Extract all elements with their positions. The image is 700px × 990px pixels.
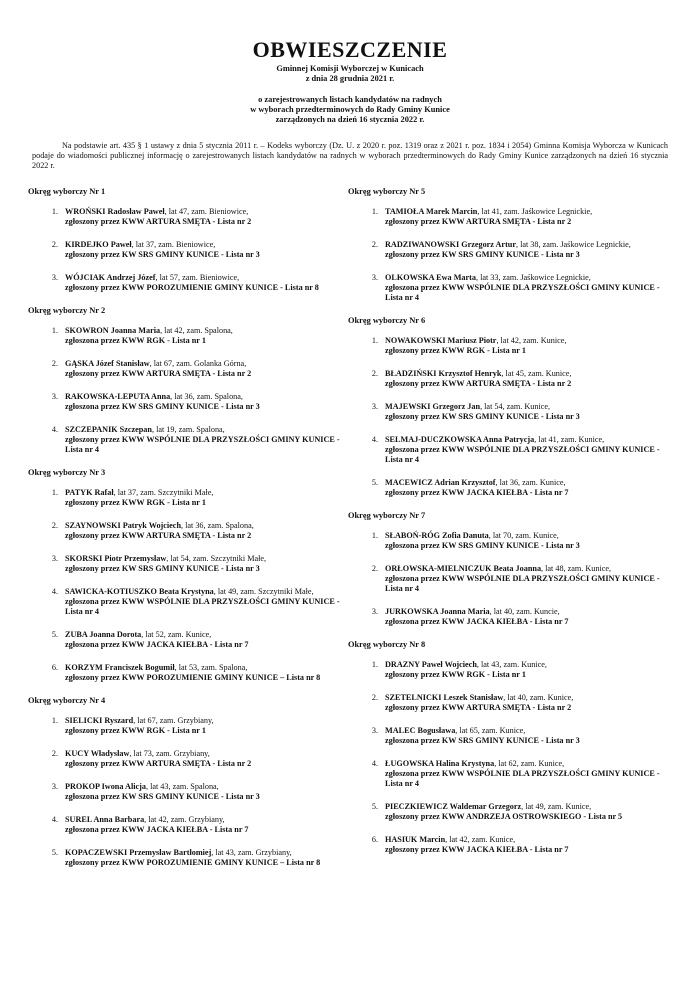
candidate-number: 1.: [51, 716, 58, 725]
candidate-item: [28, 359, 346, 379]
candidate-committee: zgłoszona przez KW SRS GMINY KUNICE - Lista nr 3: [385, 541, 580, 550]
candidate-name: KUCY Władysław: [65, 749, 130, 758]
candidate-info: , lat 36, zam. Kunice,: [495, 478, 566, 487]
candidate-item: [348, 369, 666, 389]
candidate-info: , lat 48, zam. Kunice,: [541, 564, 612, 573]
candidate-number: 2.: [371, 693, 378, 702]
candidate-text: [385, 564, 666, 594]
candidate-number: 2.: [51, 240, 58, 249]
candidate-number: 3.: [51, 392, 58, 401]
candidate-number: 5.: [51, 848, 58, 857]
candidate-item: [348, 564, 666, 594]
candidate-info: , lat 33, zam. Jaśkowice Legnickie,: [475, 273, 591, 282]
candidate-name: SKORSKI Piotr Przemysław: [65, 554, 167, 563]
candidate-number: 1.: [51, 488, 58, 497]
candidate-item: [348, 435, 666, 465]
candidate-committee: zgłoszona przez KWW RGK - Lista nr 1: [65, 336, 206, 345]
candidate-info: , lat 54, zam. Kunice,: [480, 402, 551, 411]
candidate-number: 2.: [51, 359, 58, 368]
candidate-number: 5.: [51, 630, 58, 639]
candidate-text: [385, 607, 666, 627]
candidate-number: 3.: [371, 273, 378, 282]
candidate-number: 3.: [51, 554, 58, 563]
candidate-info: , lat 37, zam. Bieniowice,: [131, 240, 216, 249]
candidate-committee: zgłoszona przez KWW WSPÓLNIE DLA PRZYSZŁOŚCI GMINY KUNICE - Lista nr 4: [385, 445, 660, 464]
candidate-item: [28, 392, 346, 412]
candidate-name: RAKOWSKA-LEPUTA Anna: [65, 392, 171, 401]
district-group: [348, 316, 666, 498]
candidate-item: [28, 848, 346, 868]
subject: [24, 95, 676, 125]
candidate-text: [385, 435, 666, 465]
candidate-name: OLKOWSKA Ewa Marta: [385, 273, 476, 282]
left-column: [28, 187, 346, 881]
district-group: [348, 640, 666, 855]
candidate-info: , lat 37, zam. Szczytniki Małe,: [113, 488, 214, 497]
candidate-text: [65, 749, 346, 769]
candidate-committee: zgłoszony przez KWW ARTURA SMĘTA - Lista nr 2: [65, 369, 252, 378]
candidate-number: 2.: [371, 240, 378, 249]
candidate-text: [65, 716, 346, 736]
candidate-text: [385, 726, 666, 746]
candidate-name: RADZIWANOWSKI Grzegorz Artur: [385, 240, 516, 249]
candidate-number: 6.: [371, 835, 378, 844]
candidate-name: KIRDEJKO Paweł: [65, 240, 132, 249]
candidate-number: 1.: [371, 531, 378, 540]
candidate-item: [348, 402, 666, 422]
candidate-name: SZETELNICKI Leszek Stanisław: [385, 693, 504, 702]
district-heading: Okręg wyborczy Nr 2: [28, 306, 106, 315]
candidate-number: 1.: [371, 660, 378, 669]
candidate-number: 1.: [371, 207, 378, 216]
district-heading: Okręg wyborczy Nr 1: [28, 187, 106, 196]
candidate-text: [385, 369, 666, 389]
candidate-text: [385, 835, 666, 855]
candidate-text: [385, 207, 666, 227]
district-group: [28, 306, 346, 455]
candidate-number: 3.: [371, 402, 378, 411]
candidate-info: , lat 42, zam. Kunice,: [445, 835, 516, 844]
candidate-info: , lat 53, zam. Spalona,: [174, 663, 248, 672]
candidate-number: 4.: [51, 587, 58, 596]
candidate-info: , lat 41, zam. Kunice,: [534, 435, 605, 444]
candidate-committee: zgłoszony przez KWW ARTURA SMĘTA - Lista nr 2: [65, 759, 252, 768]
candidate-name: ŁUGOWSKA Halina Krystyna: [385, 759, 495, 768]
candidate-info: , lat 49, zam. Kunice,: [521, 802, 592, 811]
candidate-text: [385, 531, 666, 551]
candidate-info: , lat 42, zam. Spalona,: [160, 326, 233, 335]
candidate-number: 5.: [371, 802, 378, 811]
right-column: [348, 187, 666, 881]
candidate-text: [65, 554, 346, 574]
candidate-committee: zgłoszony przez KWW RGK - Lista nr 1: [65, 726, 206, 735]
candidate-committee: zgłoszony przez KWW POROZUMIENIE GMINY KUNICE – Lista nr 8: [65, 858, 321, 867]
candidate-item: [348, 660, 666, 680]
candidate-info: , lat 62, zam. Kunice,: [494, 759, 565, 768]
district-heading: Okręg wyborczy Nr 8: [348, 640, 426, 649]
candidate-item: [28, 782, 346, 802]
candidate-name: BŁADZIŃSKI Krzysztof Henryk: [385, 369, 502, 378]
candidate-committee: zgłoszony przez KWW RGK - Lista nr 1: [385, 670, 526, 679]
candidate-name: ORŁOWSKA-MIELNICZUK Beata Joanna: [385, 564, 542, 573]
candidate-name: KORZYM Franciszek Bogumił: [65, 663, 175, 672]
candidate-name: WÓJCIAK Andrzej Józef: [65, 273, 156, 282]
district-heading: Okręg wyborczy Nr 4: [28, 696, 106, 705]
candidate-info: , lat 42, zam. Grzybiany,: [144, 815, 225, 824]
candidate-name: SZCZEPANIK Szczepan: [65, 425, 152, 434]
candidate-number: 1.: [51, 326, 58, 335]
candidate-name: NOWAKOWSKI Mariusz Piotr: [385, 336, 497, 345]
subject-line-1: o zarejestrowanych listach kandydatów na radnych: [258, 95, 442, 104]
candidate-name: SKOWRON Joanna Maria: [65, 326, 161, 335]
candidate-text: [65, 326, 346, 346]
candidate-name: KOPACZEWSKI Przemysław Bartłomiej: [65, 848, 212, 857]
candidate-text: [385, 273, 666, 303]
candidate-info: , lat 47, zam. Bieniowice,: [164, 207, 249, 216]
intro-paragraph: Na podstawie art. 435 § 1 ustawy z dnia 5 stycznia 2011 r. – Kodeks wyborczy (Dz. U. z 2020 r. poz. 1319 oraz z 2021 r. poz. 1834 i 2054) Gminna Komisja Wyborcza w Kunicach podaje do wiadomości publicznej informację o zarejestrowanych listach kandydatów na radnych w wyborach przedterminowych do Rady Gminy Kunice zarządzonych na dzień 16 stycznia 2022 r.: [32, 141, 668, 170]
candidate-info: , lat 40, zam. Kuncie,: [489, 607, 560, 616]
district-group: [348, 187, 666, 303]
candidate-text: [385, 336, 666, 356]
candidate-text: [65, 359, 346, 379]
candidate-item: [348, 835, 666, 855]
candidate-committee: zgłoszony przez KW SRS GMINY KUNICE - Lista nr 3: [385, 250, 580, 259]
district-heading: Okręg wyborczy Nr 3: [28, 468, 106, 477]
candidate-item: [28, 663, 346, 683]
candidate-name: GĄSKA Józef Stanisław: [65, 359, 150, 368]
candidate-item: [348, 726, 666, 746]
candidate-info: , lat 67, zam. Grzybiany,: [133, 716, 214, 725]
candidate-name: SŁABOŃ-RÓG Zofia Danuta: [385, 531, 489, 540]
candidate-item: [28, 749, 346, 769]
candidate-text: [65, 488, 346, 508]
candidate-item: [28, 815, 346, 835]
candidate-name: PATYK Rafał: [65, 488, 114, 497]
candidate-name: HASIUK Marcin: [385, 835, 446, 844]
candidate-number: 4.: [371, 759, 378, 768]
candidate-item: [28, 326, 346, 346]
candidate-text: [65, 240, 346, 260]
candidate-committee: zgłoszony przez KWW ARTURA SMĘTA - Lista nr 2: [385, 703, 572, 712]
candidate-item: [28, 273, 346, 293]
candidate-info: , lat 43, zam. Grzybiany,: [211, 848, 292, 857]
candidate-committee: zgłoszony przez KW SRS GMINY KUNICE - Lista nr 3: [65, 250, 260, 259]
candidate-committee: zgłoszona przez KWW WSPÓLNIE DLA PRZYSZŁOŚCI GMINY KUNICE - Lista nr 4: [385, 283, 660, 302]
candidate-name: SELMAJ-DUCZKOWSKA Anna Patrycja: [385, 435, 535, 444]
candidate-number: 3.: [371, 726, 378, 735]
candidate-text: [65, 848, 346, 868]
candidate-name: SZAYNOWSKI Patryk Wojciech: [65, 521, 181, 530]
candidate-item: [28, 630, 346, 650]
candidate-text: [385, 478, 666, 498]
candidate-committee: zgłoszony przez KW SRS GMINY KUNICE - Lista nr 3: [65, 564, 260, 573]
subject-line-2: w wyborach przedterminowych do Rady Gminy Kunice: [250, 105, 450, 114]
candidate-item: [28, 488, 346, 508]
candidate-text: [385, 802, 666, 822]
candidate-item: [348, 478, 666, 498]
district-group: [348, 511, 666, 627]
candidate-info: , lat 40, zam. Kunice,: [503, 693, 574, 702]
candidate-number: 3.: [371, 607, 378, 616]
candidate-committee: zgłoszony przez KWW ARTURA SMĘTA - Lista nr 2: [385, 217, 572, 226]
candidate-text: [385, 660, 666, 680]
candidate-committee: zgłoszona przez KW SRS GMINY KUNICE - Lista nr 3: [385, 736, 580, 745]
candidate-text: [65, 207, 346, 227]
candidate-item: [348, 607, 666, 627]
candidate-committee: zgłoszona przez KW SRS GMINY KUNICE - Lista nr 3: [65, 402, 260, 411]
district-group: [28, 696, 346, 868]
candidate-info: , lat 49, zam. Szczytniki Małe,: [213, 587, 314, 596]
candidate-committee: zgłoszony przez KWW JACKA KIEŁBA - Lista nr 7: [385, 845, 569, 854]
candidate-name: WROŃSKI Radosław Paweł: [65, 207, 165, 216]
district-group: [28, 468, 346, 683]
candidate-committee: zgłoszony przez KWW ARTURA SMĘTA - Lista nr 2: [65, 217, 252, 226]
candidate-committee: zgłoszony przez KWW RGK - Lista nr 1: [65, 498, 206, 507]
candidate-committee: zgłoszona przez KWW WSPÓLNIE DLA PRZYSZŁOŚCI GMINY KUNICE - Lista nr 4: [385, 769, 660, 788]
candidate-info: , lat 73, zam. Grzybiany,: [129, 749, 210, 758]
candidate-text: [385, 759, 666, 789]
candidate-number: 2.: [51, 521, 58, 530]
candidate-item: [28, 240, 346, 260]
candidate-number: 6.: [51, 663, 58, 672]
candidate-number: 2.: [371, 564, 378, 573]
candidate-text: [65, 782, 346, 802]
candidate-text: [65, 425, 346, 455]
candidate-committee: zgłoszony przez KWW WSPÓLNIE DLA PRZYSZŁOŚCI GMINY KUNICE - Lista nr 4: [65, 435, 340, 454]
candidate-info: , lat 19, zam. Spalona,: [151, 425, 225, 434]
candidate-item: [348, 240, 666, 260]
district-group: [28, 187, 346, 293]
district-heading: Okręg wyborczy Nr 7: [348, 511, 426, 520]
candidate-text: [65, 587, 346, 617]
candidate-info: , lat 41, zam. Jaśkowice Legnickie,: [477, 207, 593, 216]
district-heading: Okręg wyborczy Nr 6: [348, 316, 426, 325]
candidate-info: , lat 43, zam. Kunice,: [476, 660, 547, 669]
candidate-text: [65, 663, 346, 683]
candidate-name: MAJEWSKI Grzegorz Jan: [385, 402, 481, 411]
candidate-committee: zgłoszony przez KWW ARTURA SMĘTA - Lista nr 2: [65, 531, 252, 540]
candidate-text: [65, 273, 346, 293]
candidate-name: TAMIOŁA Marek Marcin: [385, 207, 478, 216]
issue-date: z dnia 28 grudnia 2021 r.: [305, 74, 395, 83]
candidate-number: 2.: [371, 369, 378, 378]
candidate-item: [28, 587, 346, 617]
candidate-number: 4.: [51, 815, 58, 824]
candidate-item: [28, 716, 346, 736]
candidate-number: 4.: [371, 435, 378, 444]
candidate-item: [348, 802, 666, 822]
candidate-text: [65, 392, 346, 412]
candidate-item: [28, 521, 346, 541]
candidate-committee: zgłoszona przez KW SRS GMINY KUNICE - Lista nr 3: [65, 792, 260, 801]
candidate-text: [65, 815, 346, 835]
candidate-committee: zgłoszony przez KWW RGK - Lista nr 1: [385, 346, 526, 355]
issuer: Gminnej Komisji Wyborczej w Kunicach: [276, 64, 424, 73]
candidate-committee: zgłoszony przez KWW POROZUMIENIE GMINY KUNICE – Lista nr 8: [65, 673, 321, 682]
candidate-text: [385, 693, 666, 713]
candidate-info: , lat 57, zam. Bieniowice,: [155, 273, 240, 282]
candidate-info: , lat 38, zam. Jaśkowice Legnickie,: [515, 240, 631, 249]
candidate-info: , lat 54, zam. Szczytniki Małe,: [166, 554, 267, 563]
candidate-info: , lat 43, zam. Spalona,: [145, 782, 219, 791]
candidate-committee: zgłoszona przez KWW WSPÓLNIE DLA PRZYSZŁOŚCI GMINY KUNICE - Lista nr 4: [65, 597, 340, 616]
candidate-name: SUREL Anna Barbara: [65, 815, 145, 824]
candidate-text: [385, 402, 666, 422]
candidate-info: , lat 36, zam. Spalona,: [181, 521, 254, 530]
candidate-info: , lat 65, zam. Kunice,: [455, 726, 526, 735]
candidate-name: MALEC Bogusława: [385, 726, 456, 735]
candidate-info: , lat 52, zam. Kunice,: [141, 630, 212, 639]
candidate-item: [348, 336, 666, 356]
candidate-number: 2.: [51, 749, 58, 758]
candidate-info: , lat 70, zam. Kunice,: [488, 531, 559, 540]
candidate-number: 5.: [371, 478, 378, 487]
candidate-item: [348, 693, 666, 713]
candidate-name: ZUBA Joanna Dorota: [65, 630, 142, 639]
candidate-committee: zgłoszony przez KW SRS GMINY KUNICE - Lista nr 3: [385, 412, 580, 421]
subject-line-3: zarządzonych na dzień 16 stycznia 2022 r.: [275, 115, 425, 124]
district-heading: Okręg wyborczy Nr 5: [348, 187, 426, 196]
candidate-committee: zgłoszona przez KWW WSPÓLNIE DLA PRZYSZŁOŚCI GMINY KUNICE - Lista nr 4: [385, 574, 660, 593]
candidate-item: [348, 531, 666, 551]
candidate-name: JURKOWSKA Joanna Maria: [385, 607, 490, 616]
candidate-item: [28, 554, 346, 574]
candidate-committee: zgłoszona przez KWW JACKA KIEŁBA - Lista nr 7: [385, 617, 569, 626]
candidate-number: 1.: [371, 336, 378, 345]
candidate-number: 3.: [51, 782, 58, 791]
candidate-number: 3.: [51, 273, 58, 282]
candidate-committee: zgłoszony przez KWW ARTURA SMĘTA - Lista nr 2: [385, 379, 572, 388]
candidate-text: [65, 521, 346, 541]
notice-title: OBWIESZCZENIE: [252, 37, 448, 62]
candidate-item: [348, 207, 666, 227]
candidate-info: , lat 45, zam. Kunice,: [501, 369, 572, 378]
candidate-committee: zgłoszona przez KWW JACKA KIEŁBA - Lista nr 7: [65, 640, 249, 649]
candidate-item: [28, 207, 346, 227]
candidate-item: [348, 273, 666, 303]
candidate-name: PROKOP Iwona Alicja: [65, 782, 146, 791]
candidate-number: 1.: [51, 207, 58, 216]
candidate-info: , lat 36, zam. Spalona,: [170, 392, 243, 401]
candidate-item: [28, 425, 346, 455]
candidate-name: SAWICKA-KOTIUSZKO Beata Krystyna: [65, 587, 214, 596]
candidate-text: [385, 240, 666, 260]
candidate-committee: zgłoszony przez KWW POROZUMIENIE GMINY KUNICE - Lista nr 8: [65, 283, 319, 292]
candidate-name: DRAZNY Paweł Wojciech: [385, 660, 477, 669]
candidate-name: SIELICKI Ryszard: [65, 716, 134, 725]
candidate-committee: zgłoszona przez KWW JACKA KIEŁBA - Lista nr 7: [65, 825, 249, 834]
candidate-info: , lat 67, zam. Golanka Górna,: [149, 359, 247, 368]
candidate-item: [348, 759, 666, 789]
candidate-info: , lat 42, zam. Kunice,: [496, 336, 567, 345]
districts-columns: [24, 187, 676, 881]
candidate-name: PIECZKIEWICZ Waldemar Grzegorz: [385, 802, 522, 811]
candidate-committee: zgłoszony przez KWW JACKA KIEŁBA - Lista nr 7: [385, 488, 569, 497]
candidate-committee: zgłoszony przez KWW ANDRZEJA OSTROWSKIEGO - Lista nr 5: [385, 812, 623, 821]
candidate-name: MACEWICZ Adrian Krzysztof: [385, 478, 496, 487]
candidate-number: 4.: [51, 425, 58, 434]
candidate-text: [65, 630, 346, 650]
